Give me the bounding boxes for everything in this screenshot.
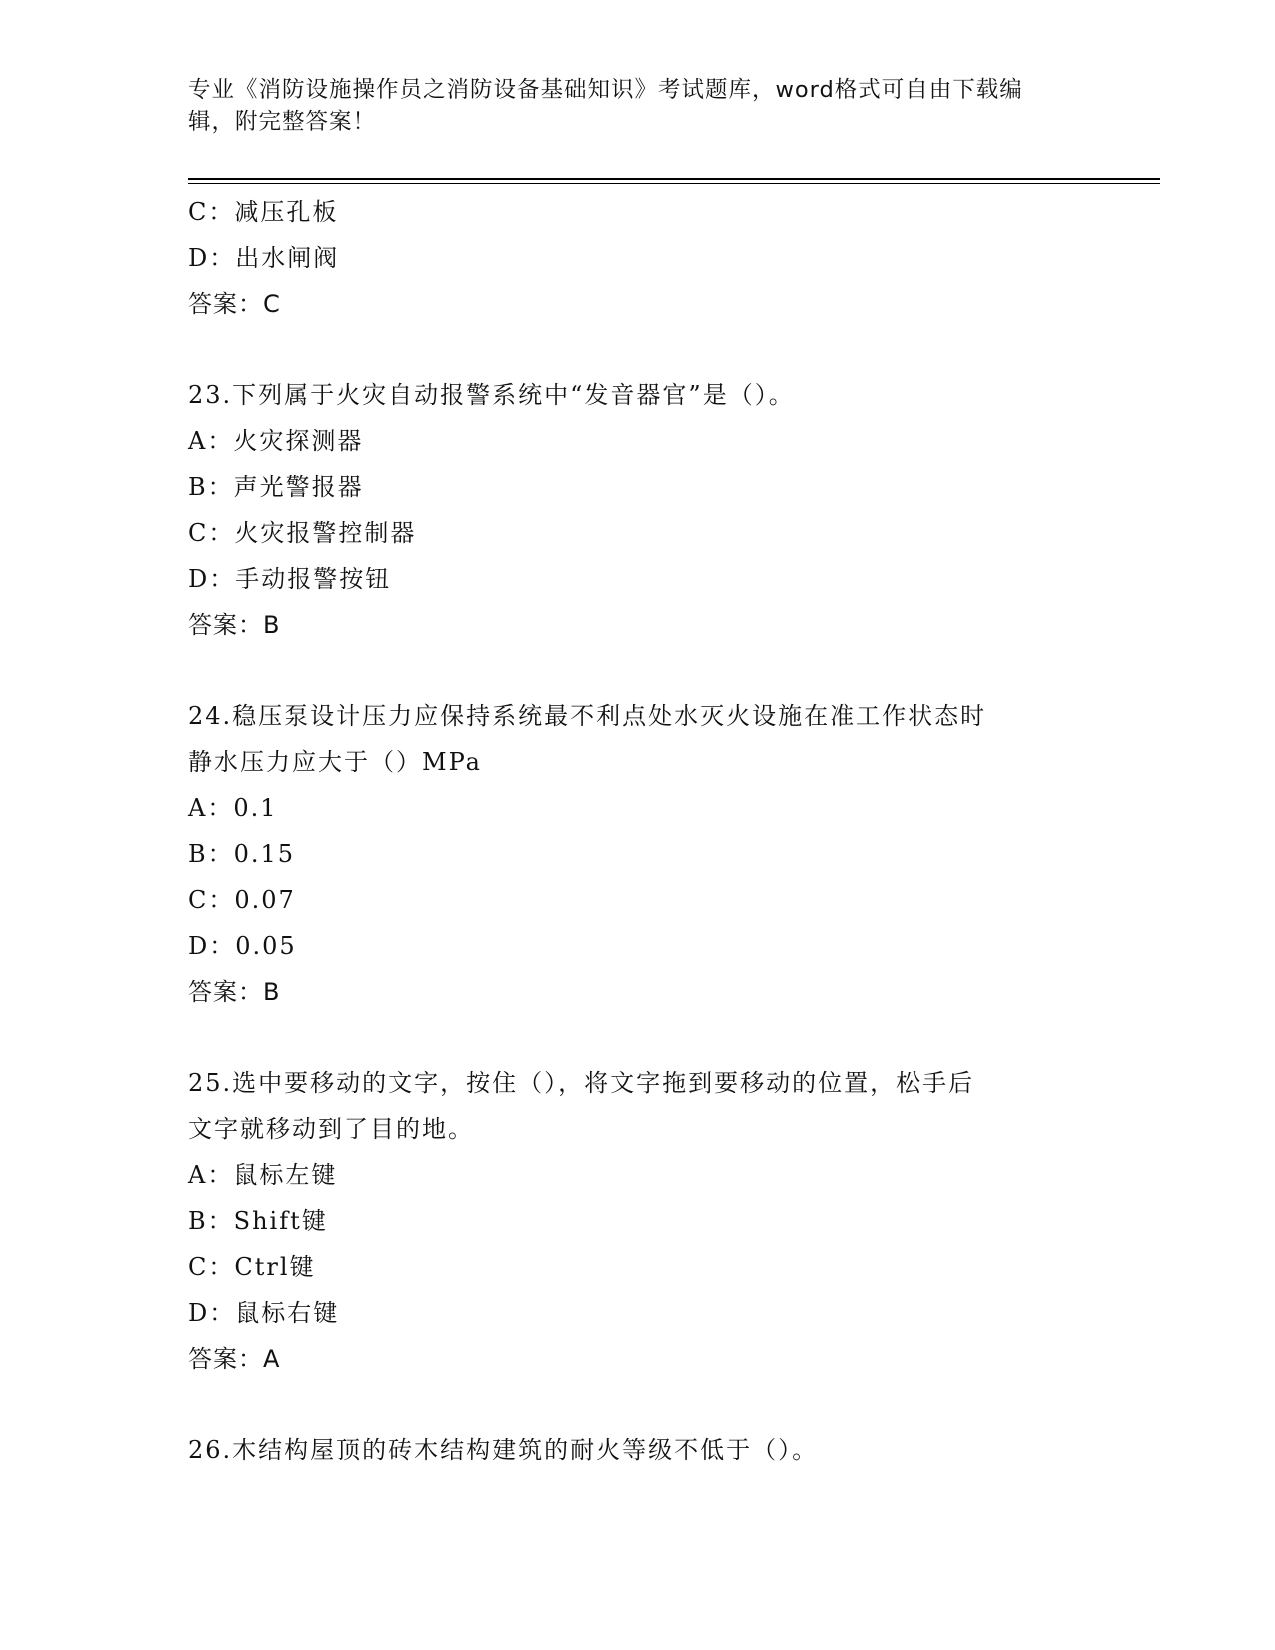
question-stem-line-1: 24.稳压泵设计压力应保持系统最不利点处水灭火设施在准工作状态时 <box>188 702 987 730</box>
option-b: B：Shift键 <box>188 1207 328 1235</box>
answer: 答案：C <box>188 290 281 318</box>
option-d: D：鼠标右键 <box>188 1299 340 1327</box>
question-list <box>188 189 1088 1473</box>
question-stem: 23.下列属于火灾自动报警系统中“发音器官”是（）。 <box>188 381 795 409</box>
option-c: C：减压孔板 <box>188 198 339 226</box>
option-b: B：声光警报器 <box>188 473 364 501</box>
question-22-continued <box>188 189 1088 327</box>
option-c: C：0.07 <box>188 886 296 914</box>
option-b: B：0.15 <box>188 840 296 868</box>
answer: 答案：A <box>188 1345 281 1373</box>
header-line-2: 辑，附完整答案！ <box>188 109 377 135</box>
option-c: C：火灾报警控制器 <box>188 519 417 547</box>
question-stem: 26.木结构屋顶的砖木结构建筑的耐火等级不低于（）。 <box>188 1436 819 1464</box>
option-a: A：0.1 <box>188 794 278 822</box>
question-24 <box>188 693 1088 1015</box>
option-c: C：Ctrl键 <box>188 1253 316 1281</box>
question-stem-line-2: 静水压力应大于（）MPa <box>188 748 482 776</box>
option-d: D：0.05 <box>188 932 297 960</box>
question-26 <box>188 1427 1088 1473</box>
header-divider-thick <box>188 178 1160 180</box>
option-a: A：鼠标左键 <box>188 1161 338 1189</box>
question-stem-line-2: 文字就移动到了目的地。 <box>188 1115 474 1143</box>
question-stem-line-1: 25.选中要移动的文字，按住（），将文字拖到要移动的位置，松手后 <box>188 1069 975 1097</box>
question-25 <box>188 1060 1088 1382</box>
question-23 <box>188 372 1088 648</box>
option-a: A：火灾探测器 <box>188 427 364 455</box>
document-header <box>188 74 1068 138</box>
header-divider-thin <box>188 183 1160 184</box>
answer: 答案：B <box>188 611 281 639</box>
option-d: D：出水闸阀 <box>188 244 340 272</box>
option-d: D：手动报警按钮 <box>188 565 392 593</box>
header-line-1: 专业《消防设施操作员之消防设备基础知识》考试题库，word格式可自由下载编 <box>188 77 1023 103</box>
answer: 答案：B <box>188 978 281 1006</box>
